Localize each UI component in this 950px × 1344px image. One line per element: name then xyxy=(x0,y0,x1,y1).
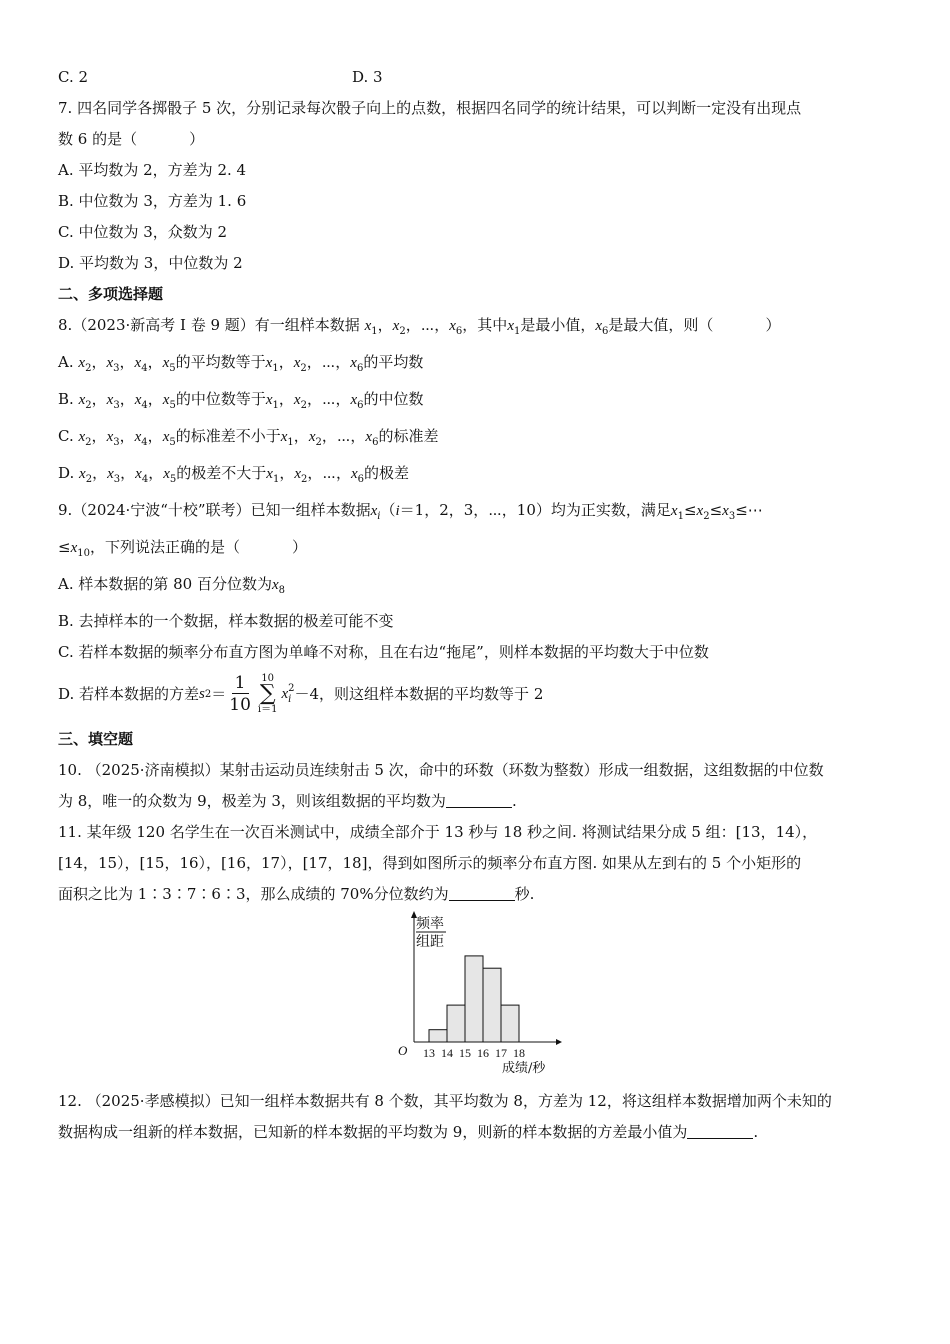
histogram-bar-4 xyxy=(483,968,501,1042)
x-axis-arrow xyxy=(556,1039,562,1045)
x-tick-label-14: 14 xyxy=(441,1046,453,1060)
q6-option-c[interactable]: C. 2 xyxy=(58,68,89,86)
q11-line1: 11. 某年级 120 名学生在一次百米测试中，成绩全部介于 13 秒与 18 秒之间. 将测试结果分成 5 组：[13，14）， xyxy=(58,823,818,841)
q11-answer-blank[interactable] xyxy=(449,884,515,901)
q6-options xyxy=(58,62,898,93)
x-tick-label-17: 17 xyxy=(495,1046,507,1060)
y-axis-label-top: 频率 xyxy=(416,916,444,932)
q7-option-a[interactable]: A. 平均数为 2，方差为 2. 4 xyxy=(58,161,247,179)
q12-line1: 12. （2025·孝感模拟）已知一组样本数据共有 8 个数，其平均数为 8，方差为 12，将这组样本数据增加两个未知的 xyxy=(58,1092,832,1110)
q9-option-d[interactable]: D. 若样本数据的方差 s 2 ＝ $\frac{1}{10}$ 10 ∑ i＝1 x 2 i －4，则这组样本数据的平均数等于 2 xyxy=(58,672,544,715)
q6-option-d[interactable]: D. 3 xyxy=(352,68,383,86)
q8-option-b[interactable]: B. $x_2$，$x_3$，$x_4$，$x_5$的中位数等于$x_1$，$x_2$，⋯，$x_6$的中位数 xyxy=(58,390,424,411)
q10-line1: 10. （2025·济南模拟）某射击运动员连续射击 5 次，命中的环数（环数为整数）形成一组数据，这组数据的中位数 xyxy=(58,761,824,779)
q9-source: （2024·宁波“十校”联考） xyxy=(72,501,251,519)
q8-option-a[interactable]: A. $x_2$，$x_3$，$x_4$，$x_5$的平均数等于$x_1$，$x_2$，⋯，$x_6$的平均数 xyxy=(58,353,424,374)
q10-answer-blank[interactable] xyxy=(446,791,512,808)
x-tick-label-13: 13 xyxy=(423,1046,435,1060)
x-tick-label-18: 18 xyxy=(513,1046,525,1060)
q7-stem-line2: 数 6 的是（ ） xyxy=(58,130,205,148)
q11-line3: 面积之比为 1∶3∶7∶6∶3，那么成绩的 70%分位数约为 秒. xyxy=(58,885,535,903)
q7-stem-line1: 7. 四名同学各掷骰子 5 次，分别记录每次骰子向上的点数，根据四名同学的统计结果，可以判断一定没有出现点 xyxy=(58,99,802,117)
q7-option-c[interactable]: C. 中位数为 3，众数为 2 xyxy=(58,223,228,241)
q7-option-b[interactable]: B. 中位数为 3，方差为 1. 6 xyxy=(58,192,247,210)
histogram-bar-2 xyxy=(447,1005,465,1042)
frequency-histogram xyxy=(394,910,564,1086)
q9-option-a[interactable]: A. 样本数据的第 80 百分位数为$x_8$ xyxy=(58,575,286,596)
q7-option-d[interactable]: D. 平均数为 3，中位数为 2 xyxy=(58,254,243,272)
fraction: $\frac{1}{10}$ xyxy=(229,672,251,715)
q8-stem: 8.（2023·新高考 Ⅰ 卷 9 题）有一组样本数据 $x_1$，$x_2$，⋯，$x_6$，其中$x_1$是最小值，$x_6$是最大值，则（ ） xyxy=(58,316,781,337)
q9-stem-line2: $\le x_{10}$，下列说法正确的是（ ） xyxy=(58,538,308,559)
x-tick-label-16: 16 xyxy=(477,1046,489,1060)
origin-label: O xyxy=(398,1043,408,1058)
histogram-bar-1 xyxy=(429,1030,447,1042)
q9-option-b[interactable]: B. 去掉样本的一个数据，样本数据的极差可能不变 xyxy=(58,612,394,630)
q12-line2: 数据构成一组新的样本数据，已知新的样本数据的平均数为 9，则新的样本数据的方差最小值为 . xyxy=(58,1123,759,1141)
histogram-figure xyxy=(58,910,898,1086)
q10-line2: 为 8，唯一的众数为 9，极差为 3，则该组数据的平均数为 . xyxy=(58,792,517,810)
q9-stem-line1: 9.（2024·宁波“十校”联考）已知一组样本数据$x_i(i=1$，2，3，⋯，10）均为正实数，满足$x_1\le x_2\le x_3\le\cdots$ xyxy=(58,501,763,522)
x-tick-label-15: 15 xyxy=(459,1046,471,1060)
q8-source: （2023·新高考 Ⅰ 卷 9 题） xyxy=(72,316,255,334)
section-title-multiple-choice: 二、多项选择题 xyxy=(58,285,164,303)
y-axis-label-bottom: 组距 xyxy=(416,934,444,950)
section-title-fill-in: 三、填空题 xyxy=(58,730,134,748)
q8-option-d[interactable]: D. $x_2$，$x_3$，$x_4$，$x_5$的极差不大于$x_1$，$x_2$，⋯，$x_6$的极差 xyxy=(58,464,410,485)
summation-sign: 10 ∑ i＝1 xyxy=(257,673,278,715)
q11-line2: [14，15），[15，16），[16，17），[17，18]，得到如图所示的频率分布直方图. 如果从左到右的 5 个小矩形的 xyxy=(58,854,802,872)
histogram-bar-3 xyxy=(465,956,483,1042)
worksheet-page xyxy=(58,62,898,1148)
q8-option-c[interactable]: C. $x_2$，$x_3$，$x_4$，$x_5$的标准差不小于$x_1$，$x_2$，⋯，$x_6$的标准差 xyxy=(58,427,439,448)
q12-answer-blank[interactable] xyxy=(687,1122,753,1139)
variance-formula: $\frac{1}{10}$ 10 ∑ i＝1 x 2 i xyxy=(229,672,295,715)
q9-option-c[interactable]: C. 若样本数据的频率分布直方图为单峰不对称，且在右边“拖尾”，则样本数据的平均数大于中位数 xyxy=(58,643,709,661)
histogram-bar-5 xyxy=(501,1005,519,1042)
x-axis-label: 成绩/秒 xyxy=(502,1061,546,1076)
